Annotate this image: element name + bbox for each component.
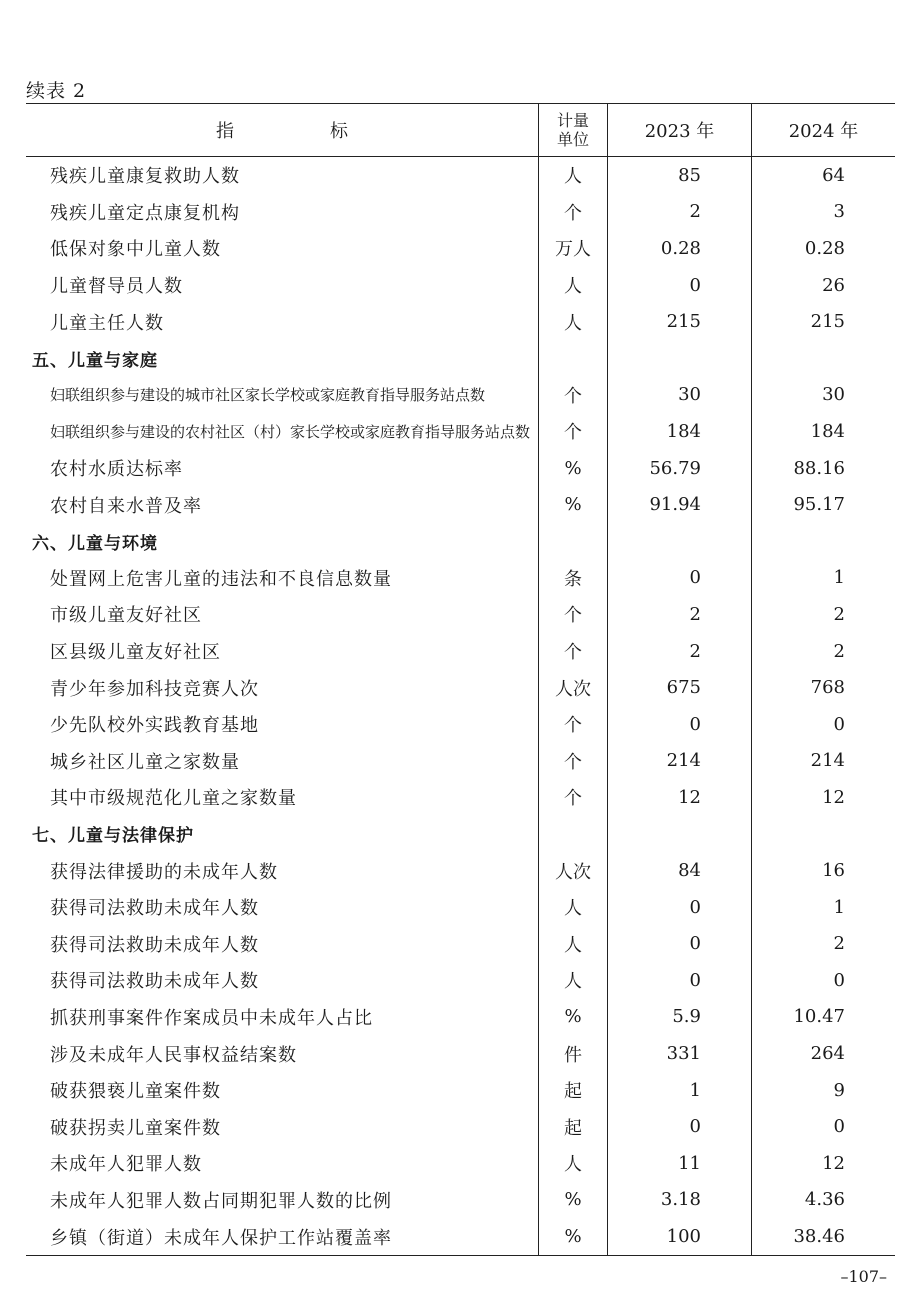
unit-cell [538,816,608,853]
table-row [26,1182,895,1219]
table-row [26,486,895,523]
section-title: 五、儿童与家庭 [32,350,158,371]
unit-cell: 个 [538,743,608,780]
indicator-label: 城乡社区儿童之家数量 [50,751,240,773]
table-row [26,377,895,414]
unit-cell: 个 [538,706,608,743]
value-2024-cell: 30 [822,384,845,406]
unit-cell: % [538,1182,608,1219]
table-row [26,267,895,304]
value-2024-cell: 3 [833,201,845,223]
value-2023-cell: 91.94 [608,486,752,523]
indicator-label: 处置网上危害儿童的违法和不良信息数量 [50,568,392,590]
value-2024-cell: 38.46 [793,1226,845,1248]
value-2023-cell: 0 [608,962,752,999]
unit-cell: 人 [538,1145,608,1182]
indicator-cell [26,377,538,414]
table-row [26,852,895,889]
table-row [26,669,895,706]
table-row [26,633,895,670]
value-2023-cell: 331 [608,1035,752,1072]
table-row [26,1145,895,1182]
unit-cell: 人次 [538,852,608,889]
value-2023-cell [608,523,752,560]
value-2024-cell: 0.28 [804,237,845,259]
value-2023-cell: 11 [608,1145,752,1182]
indicator-cell [26,669,538,706]
indicator-cell [26,486,538,523]
indicator-label: 获得司法救助未成年人数 [50,934,259,956]
value-2024-cell: 2 [833,640,845,662]
value-2023-cell: 84 [608,852,752,889]
value-2023-cell: 30 [608,377,752,414]
indicator-label: 妇联组织参与建设的城市社区家长学校或家庭教育指导服务站点数 [50,386,486,405]
value-2024-cell: 2 [833,933,845,955]
unit-cell: 万人 [538,230,608,267]
value-2023-cell: 0 [608,889,752,926]
value-2024-cell: 12 [822,1152,845,1174]
table-row [26,303,895,340]
value-2023-cell: 85 [608,157,752,194]
indicator-cell [26,1108,538,1145]
indicator-label: 其中市级规范化儿童之家数量 [50,788,297,810]
indicator-cell [26,1145,538,1182]
value-2024-cell: 768 [810,677,845,699]
value-2024-cell: 4.36 [804,1189,845,1211]
table-row [26,596,895,633]
table-row [26,230,895,267]
indicator-label: 青少年参加科技竞赛人次 [50,678,259,700]
value-2024-cell: 1 [833,567,845,589]
header-unit [538,104,608,156]
header-unit-line1: 计量 [556,111,589,130]
table-row [26,925,895,962]
value-2024-cell [752,340,895,377]
value-2023-cell: 2 [608,194,752,231]
indicator-cell [26,1182,538,1219]
indicator-label: 残疾儿童定点康复机构 [50,202,240,224]
indicator-label: 农村自来水普及率 [50,495,202,517]
indicator-label: 儿童主任人数 [50,312,164,334]
table-row [26,194,895,231]
value-2023-cell: 0.28 [608,230,752,267]
indicator-cell [26,450,538,487]
indicator-cell [26,340,538,377]
value-2024-cell: 12 [822,786,845,808]
value-2023-cell [608,340,752,377]
value-2023-cell: 3.18 [608,1182,752,1219]
value-2024-cell: 16 [822,860,845,882]
unit-cell: 人 [538,303,608,340]
value-2023-cell: 0 [608,267,752,304]
table-row [26,1072,895,1109]
value-2023-cell: 100 [608,1218,752,1255]
value-2024-cell: 64 [822,164,845,186]
indicator-label: 获得司法救助未成年人数 [50,971,259,993]
table-row [26,1218,895,1255]
indicator-cell [26,230,538,267]
value-2023-cell: 2 [608,596,752,633]
value-2023-cell: 56.79 [608,450,752,487]
value-2024-cell: 88.16 [793,457,845,479]
indicator-cell [26,413,538,450]
value-2024-cell: 264 [810,1043,845,1065]
unit-cell: 个 [538,194,608,231]
value-2023-cell: 0 [608,706,752,743]
indicator-cell [26,1072,538,1109]
indicator-cell [26,194,538,231]
section-heading-row [26,816,895,853]
indicator-cell [26,962,538,999]
unit-cell: 个 [538,596,608,633]
indicator-cell [26,743,538,780]
section-heading-row [26,523,895,560]
indicator-cell [26,999,538,1036]
table-body [26,157,895,1255]
indicator-label: 乡镇（街道）未成年人保护工作站覆盖率 [50,1227,392,1249]
value-2023-cell: 2 [608,633,752,670]
indicator-label: 未成年人犯罪人数占同期犯罪人数的比例 [50,1190,392,1212]
indicator-cell [26,889,538,926]
unit-cell: 人 [538,267,608,304]
indicator-label: 儿童督导员人数 [50,276,183,298]
page-number: –107– [840,1267,887,1286]
table-row [26,1108,895,1145]
table-row [26,560,895,597]
table-row [26,999,895,1036]
unit-cell: 个 [538,779,608,816]
unit-cell: 个 [538,633,608,670]
section-title: 七、儿童与法律保护 [32,826,194,847]
value-2023-cell: 12 [608,779,752,816]
value-2023-cell: 0 [608,560,752,597]
value-2024-cell: 0 [833,969,845,991]
value-2024-cell: 10.47 [793,1006,845,1028]
value-2024-cell: 184 [810,420,845,442]
unit-cell: 人 [538,962,608,999]
indicator-label: 低保对象中儿童人数 [50,239,221,261]
unit-cell: 条 [538,560,608,597]
section-title: 六、儿童与环境 [32,533,158,554]
indicator-label: 获得司法救助未成年人数 [50,898,259,920]
indicator-cell [26,560,538,597]
indicator-cell [26,267,538,304]
value-2023-cell: 214 [608,743,752,780]
indicator-cell [26,596,538,633]
value-2024-cell [752,523,895,560]
unit-cell: 个 [538,413,608,450]
indicator-cell [26,523,538,560]
statistics-table [26,103,895,1256]
indicator-label: 破获猥亵儿童案件数 [50,1081,221,1103]
indicator-cell [26,633,538,670]
unit-cell [538,340,608,377]
table-caption: 续表 2 [26,80,87,102]
table-row [26,157,895,194]
value-2023-cell: 0 [608,925,752,962]
header-indicator-char2: 标 [330,121,348,142]
value-2023-cell: 184 [608,413,752,450]
value-2024-cell: 1 [833,896,845,918]
unit-cell: 人 [538,157,608,194]
table-row [26,450,895,487]
indicator-cell [26,303,538,340]
indicator-cell [26,706,538,743]
unit-cell: 人 [538,889,608,926]
indicator-cell [26,925,538,962]
indicator-label: 妇联组织参与建设的农村社区（村）家长学校或家庭教育指导服务站点数 [50,422,531,441]
table-header [26,104,895,157]
unit-cell: % [538,999,608,1036]
header-indicator-char1: 指 [216,121,234,142]
indicator-label: 涉及未成年人民事权益结案数 [50,1044,297,1066]
indicator-label: 市级儿童友好社区 [50,605,202,627]
indicator-label: 少先队校外实践教育基地 [50,715,259,737]
unit-cell [538,523,608,560]
header-year-2024: 2024 年 [788,121,859,142]
unit-cell: 起 [538,1072,608,1109]
table-row [26,962,895,999]
table-row [26,743,895,780]
indicator-cell [26,779,538,816]
indicator-label: 未成年人犯罪人数 [50,1154,202,1176]
indicator-cell [26,1218,538,1255]
table-row [26,413,895,450]
section-heading-row [26,340,895,377]
unit-cell: % [538,1218,608,1255]
value-2024-cell: 2 [833,603,845,625]
indicator-cell [26,816,538,853]
value-2024-cell: 9 [833,1079,845,1101]
table-row [26,1035,895,1072]
table-row [26,889,895,926]
unit-cell: 件 [538,1035,608,1072]
indicator-cell [26,1035,538,1072]
indicator-label: 获得法律援助的未成年人数 [50,861,278,883]
unit-cell: % [538,450,608,487]
value-2024-cell [752,816,895,853]
table-row [26,706,895,743]
indicator-label: 残疾儿童康复救助人数 [50,166,240,188]
value-2024-cell: 215 [810,311,845,333]
value-2024-cell: 26 [822,274,845,296]
unit-cell: 起 [538,1108,608,1145]
unit-cell: 人 [538,925,608,962]
value-2024-cell: 95.17 [793,494,845,516]
value-2023-cell: 215 [608,303,752,340]
indicator-label: 农村水质达标率 [50,459,183,481]
value-2023-cell: 5.9 [608,999,752,1036]
unit-cell: % [538,486,608,523]
value-2023-cell: 675 [608,669,752,706]
unit-cell: 个 [538,377,608,414]
indicator-cell [26,852,538,889]
unit-cell: 人次 [538,669,608,706]
table-row [26,779,895,816]
indicator-cell [26,157,538,194]
value-2024-cell: 214 [810,750,845,772]
value-2023-cell [608,816,752,853]
value-2023-cell: 1 [608,1072,752,1109]
indicator-label: 抓获刑事案件作案成员中未成年人占比 [50,1007,373,1029]
value-2024-cell: 0 [833,713,845,735]
value-2023-cell: 0 [608,1108,752,1145]
header-year-2023: 2023 年 [608,104,752,156]
value-2024-cell: 0 [833,1116,845,1138]
indicator-label: 破获拐卖儿童案件数 [50,1117,221,1139]
header-indicator [26,104,538,156]
indicator-label: 区县级儿童友好社区 [50,642,221,664]
header-unit-line2: 单位 [556,130,589,149]
